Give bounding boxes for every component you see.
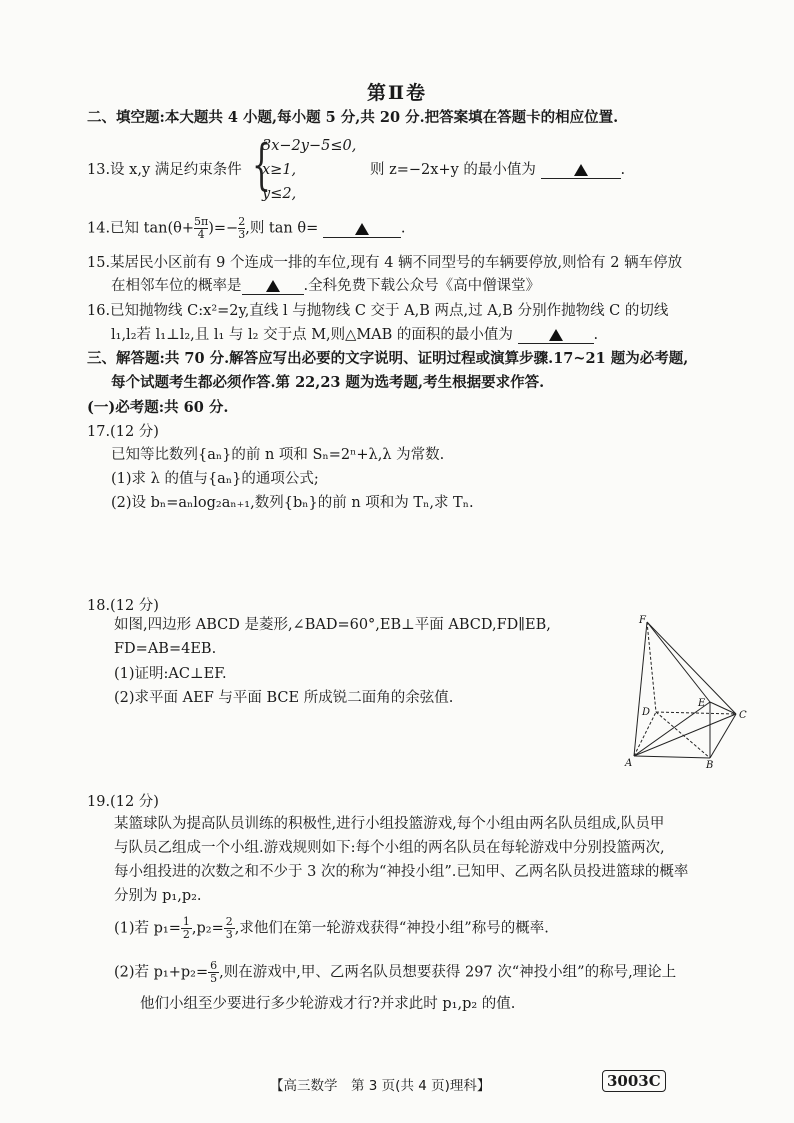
q16-line-1: 16.已知抛物线 C:x²=2y,直线 l 与抛物线 C 交于 A,B 两点,过 A,B 分别作抛物线 C 的切线 [87, 303, 669, 319]
q19-line-2: 与队员乙组成一个小组.游戏规则如下:每个小组的两名队员在每轮游戏中分别投篮两次, [114, 840, 665, 856]
q18-head: 18.(12 分) [87, 598, 159, 614]
label-B: B [706, 760, 714, 770]
q13-question [370, 160, 625, 180]
label-A: A [625, 758, 633, 769]
label-E: E [698, 698, 706, 709]
q19-frac1-den: 2 [182, 928, 190, 941]
q14 [87, 216, 405, 241]
q13-constraint-2: x≥1, [262, 162, 297, 178]
q19-head: 19.(12 分) [87, 794, 159, 810]
q19-fraction-1 [181, 916, 192, 941]
q19-frac1-num: 1 [182, 915, 190, 928]
answer-blank [242, 278, 304, 295]
triangle-icon [266, 280, 280, 292]
q17-head: 17.(12 分) [87, 424, 159, 440]
q19-p2-b: ,则在游戏中,甲、乙两名队员想要获得 297 次“神投小组”的称号,理论上 [219, 964, 677, 981]
q19-line-3: 每小组投进的次数之和不少于 3 次的称为“神投小组”.已知甲、乙两名队员投进篮球的概率 [114, 864, 689, 880]
q17-part-1: (1)求 λ 的值与{aₙ}的通项公式; [111, 471, 319, 487]
q17-part-2: (2)设 bₙ=aₙlog₂aₙ₊₁,数列{bₙ}的前 n 项和为 Tₙ,求 Tₙ. [111, 495, 474, 511]
answer-blank [541, 162, 621, 179]
q19-fraction-3 [208, 960, 219, 985]
edge-AB [634, 756, 710, 758]
q14-fraction-1 [194, 216, 208, 241]
q16-end: . [593, 327, 599, 343]
q18-line-2: FD=AB=4EB. [114, 641, 217, 657]
q14-num: 5π [194, 215, 209, 228]
required-heading: (一)必考题:共 60 分. [87, 399, 229, 416]
q16-text: l₁,l₂若 l₁⊥l₂,且 l₁ 与 l₂ 交于点 M,则△MAB 的面积的最小值为 [111, 327, 513, 343]
edge-FD [647, 622, 656, 712]
q15-text-a: 在相邻车位的概率是 [111, 278, 242, 294]
q19-p1-b: ,p₂= [191, 920, 224, 937]
q19-p1-c: ,求他们在第一轮游戏获得“神投小组”称号的概率. [234, 920, 549, 937]
q19-part-2 [114, 960, 676, 985]
q19-p1-a: (1)若 p₁= [114, 920, 181, 937]
label-F: F [639, 615, 646, 626]
edge-FE [647, 622, 710, 702]
q19-part-1 [114, 916, 549, 941]
q18-part-1: (1)证明:AC⊥EF. [114, 666, 227, 682]
label-C: C [739, 710, 747, 721]
q18-line-1: 如图,四边形 ABCD 是菱形,∠BAD=60°,EB⊥平面 ABCD,FD∥EB, [114, 617, 551, 633]
q18-part-2: (2)求平面 AEF 与平面 BCE 所成锐二面角的余弦值. [114, 690, 454, 706]
q15-line-2 [111, 276, 540, 296]
q13-end: . [620, 162, 626, 178]
q14-num2: 2 [238, 215, 246, 228]
triangle-icon [574, 164, 588, 176]
edge-FC [647, 622, 736, 714]
constraint-brace: { [252, 133, 271, 196]
q13-constraint-3: y≤2, [262, 186, 297, 202]
q19-frac2-num: 2 [225, 915, 233, 928]
q19-part-2-line-2: 他们小组至少要进行多少轮游戏才行?并求此时 p₁,p₂ 的值. [140, 996, 516, 1012]
q13-constraint-1: 3x−2y−5≤0, [262, 138, 357, 154]
answer-blank [323, 221, 401, 238]
triangle-icon [549, 329, 563, 341]
q14-mid: )=− [208, 220, 239, 237]
q19-line-4: 分别为 p₁,p₂. [114, 888, 202, 904]
q13-suffix: 则 z=−2x+y 的最小值为 [370, 162, 536, 178]
edge-FA [634, 622, 647, 756]
q17-line-1: 已知等比数列{aₙ}的前 n 项和 Sₙ=2ⁿ+λ,λ 为常数. [111, 447, 445, 463]
q15-line-1: 15.某居民小区前有 9 个连成一排的车位,现有 4 辆不同型号的车辆要停放,则恰有 2 辆车停放 [87, 255, 683, 271]
q14-prefix: 14.已知 tan(θ+ [87, 220, 195, 237]
q19-fraction-2 [224, 916, 235, 941]
edge-BC [710, 714, 736, 758]
q16-line-2 [111, 325, 598, 345]
q19-p2-a: (2)若 p₁+p₂= [114, 964, 209, 981]
q14-end: . [400, 220, 406, 237]
geometry-figure [622, 614, 762, 770]
q19-frac2-den: 3 [225, 928, 233, 941]
exam-code-badge: 3003C [602, 1070, 666, 1092]
page-footer: 【高三数学 第 3 页(共 4 页)理科】 [270, 1078, 491, 1094]
q19-frac3-num: 6 [210, 959, 218, 972]
q19-frac3-den: 5 [210, 972, 218, 985]
section-2-heading: 二、填空题:本大题共 4 小题,每小题 5 分,共 20 分.把答案填在答题卡的相应位置. [87, 109, 619, 126]
edge-EC [710, 702, 736, 714]
q14-suffix: ,则 tan θ= [245, 220, 319, 237]
label-D: D [642, 707, 651, 718]
q19-line-1: 某篮球队为提高队员训练的积极性,进行小组投篮游戏,每个小组由两名队员组成,队员甲 [114, 816, 665, 832]
q14-den: 4 [197, 228, 205, 241]
section-3-line-2: 每个试题考生都必须作答.第 22,23 题为选考题,考生根据要求作答. [111, 374, 545, 391]
q13-prefix: 13.设 x,y 满足约束条件 [87, 162, 242, 178]
section-3-line-1: 三、解答题:共 70 分.解答应写出必要的文字说明、证明过程或演算步骤.17~21 题为必考题, [87, 350, 689, 367]
q15-text-b: .全科免费下载公众号《高中僧课堂》 [303, 278, 541, 294]
answer-blank [518, 327, 594, 344]
page-title: 第Ⅱ卷 [366, 82, 427, 104]
q14-den2: 3 [238, 228, 246, 241]
triangle-icon [355, 223, 369, 235]
